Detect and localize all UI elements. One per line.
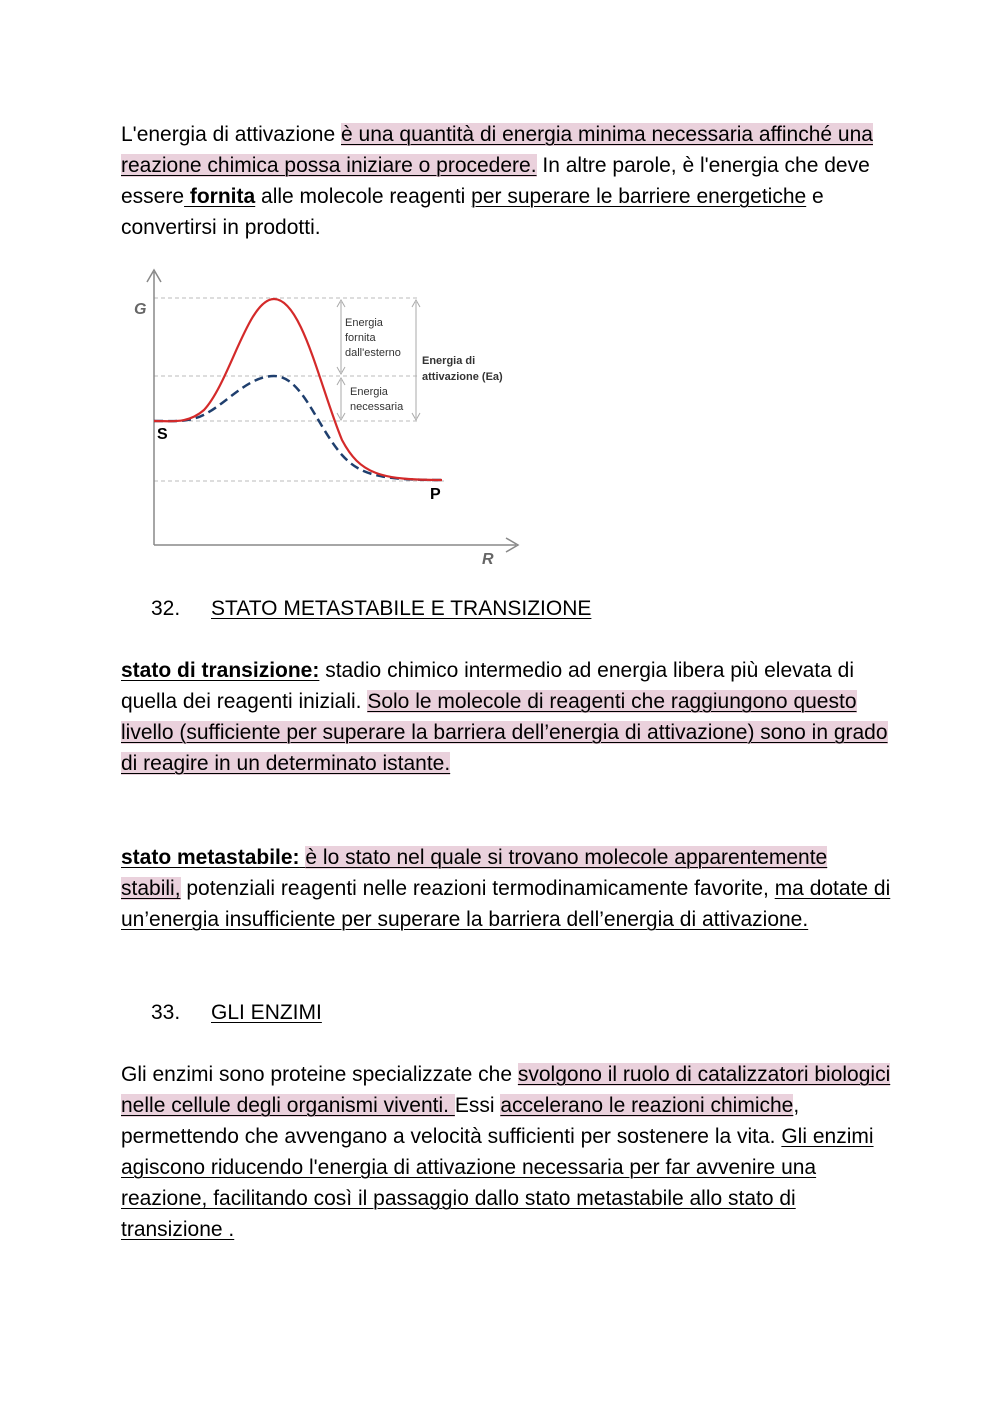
enzymes-text: , permettendo che avvengano a velocità sufficienti per sostenere la vita. bbox=[121, 1094, 800, 1148]
section-title: STATO METASTABILE E TRANSIZIONE bbox=[211, 597, 592, 620]
x-axis-label: R bbox=[482, 551, 494, 568]
enzymes-paragraph bbox=[121, 1059, 891, 1245]
svg-text:Energia: Energia bbox=[345, 317, 383, 329]
svg-text:attivazione (Ea): attivazione (Ea) bbox=[422, 371, 503, 383]
enzymes-text: Essi bbox=[454, 1094, 501, 1117]
metastable-state-paragraph bbox=[121, 842, 891, 935]
term-transition-state: stato di transizione: bbox=[121, 659, 320, 682]
transition-highlight: Solo le molecole di reagenti che raggiungono questo livello (sufficiente per superare la barriera dell’energia di attivazione) sono in grado di reagire in un determinato istante. bbox=[121, 690, 888, 775]
intro-paragraph bbox=[121, 119, 891, 243]
y-axis-label: G bbox=[134, 301, 147, 318]
metastable-text: potenziali reagenti nelle reazioni termodinamicamente favorite, bbox=[180, 877, 775, 900]
section-33-heading bbox=[151, 997, 322, 1028]
metastable-underlined: ma dotate di un’energia insufficiente per superare la barriera dell’energia di attivazione. bbox=[121, 877, 891, 931]
section-number: 33. bbox=[151, 1001, 181, 1024]
external-energy-label bbox=[345, 317, 401, 359]
intro-text: e convertirsi in prodotti. bbox=[121, 185, 824, 239]
intro-text: alle molecole reagenti bbox=[255, 185, 472, 208]
section-number: 32. bbox=[151, 597, 181, 620]
catalyzed-curve bbox=[154, 376, 442, 480]
enzymes-underlined: Gli enzimi agiscono riducendo l'energia di attivazione necessaria per far avvenire una reazione, facilitando così il passaggio dallo stato metastabile allo stato di transizione . bbox=[121, 1125, 874, 1241]
enzymes-highlight: svolgono il ruolo di catalizzatori biologici nelle cellule degli organismi viventi. bbox=[121, 1063, 891, 1117]
transition-text: stadio chimico intermedio ad energia libera più elevata di quella dei reagenti iniziali. bbox=[121, 659, 854, 713]
section-32-heading bbox=[151, 593, 591, 624]
metastable-highlight: è lo stato nel quale si trovano molecole apparentemente stabili, bbox=[121, 846, 828, 900]
activation-energy-diagram bbox=[110, 262, 530, 572]
section-title: GLI ENZIMI bbox=[211, 1001, 322, 1024]
activation-energy-label bbox=[422, 355, 503, 383]
start-label: S bbox=[157, 426, 168, 443]
intro-text: In altre parole, è l'energia che deve essere bbox=[121, 154, 870, 208]
svg-text:dall'esterno: dall'esterno bbox=[345, 347, 401, 359]
intro-definition-highlight: è una quantità di energia minima necessaria affinché una reazione chimica possa iniziare o procedere. bbox=[121, 123, 873, 177]
enzymes-highlight: accelerano le reazioni chimiche bbox=[500, 1094, 794, 1117]
energy-profile-svg bbox=[110, 262, 530, 572]
svg-text:fornita: fornita bbox=[345, 332, 376, 344]
term-metastable-state: stato metastabile: bbox=[121, 846, 300, 869]
needed-energy-label bbox=[350, 386, 404, 413]
svg-text:Energia di: Energia di bbox=[422, 355, 476, 367]
intro-text: L'energia di attivazione bbox=[121, 123, 341, 146]
intro-bold-word: fornita bbox=[184, 185, 256, 208]
product-label: P bbox=[430, 486, 441, 503]
transition-state-paragraph bbox=[121, 655, 891, 779]
svg-text:necessaria: necessaria bbox=[350, 401, 404, 413]
enzymes-text: Gli enzimi sono proteine specializzate che bbox=[121, 1063, 518, 1086]
intro-underlined-phrase: per superare le barriere energetiche bbox=[471, 185, 807, 208]
svg-text:Energia: Energia bbox=[350, 386, 388, 398]
